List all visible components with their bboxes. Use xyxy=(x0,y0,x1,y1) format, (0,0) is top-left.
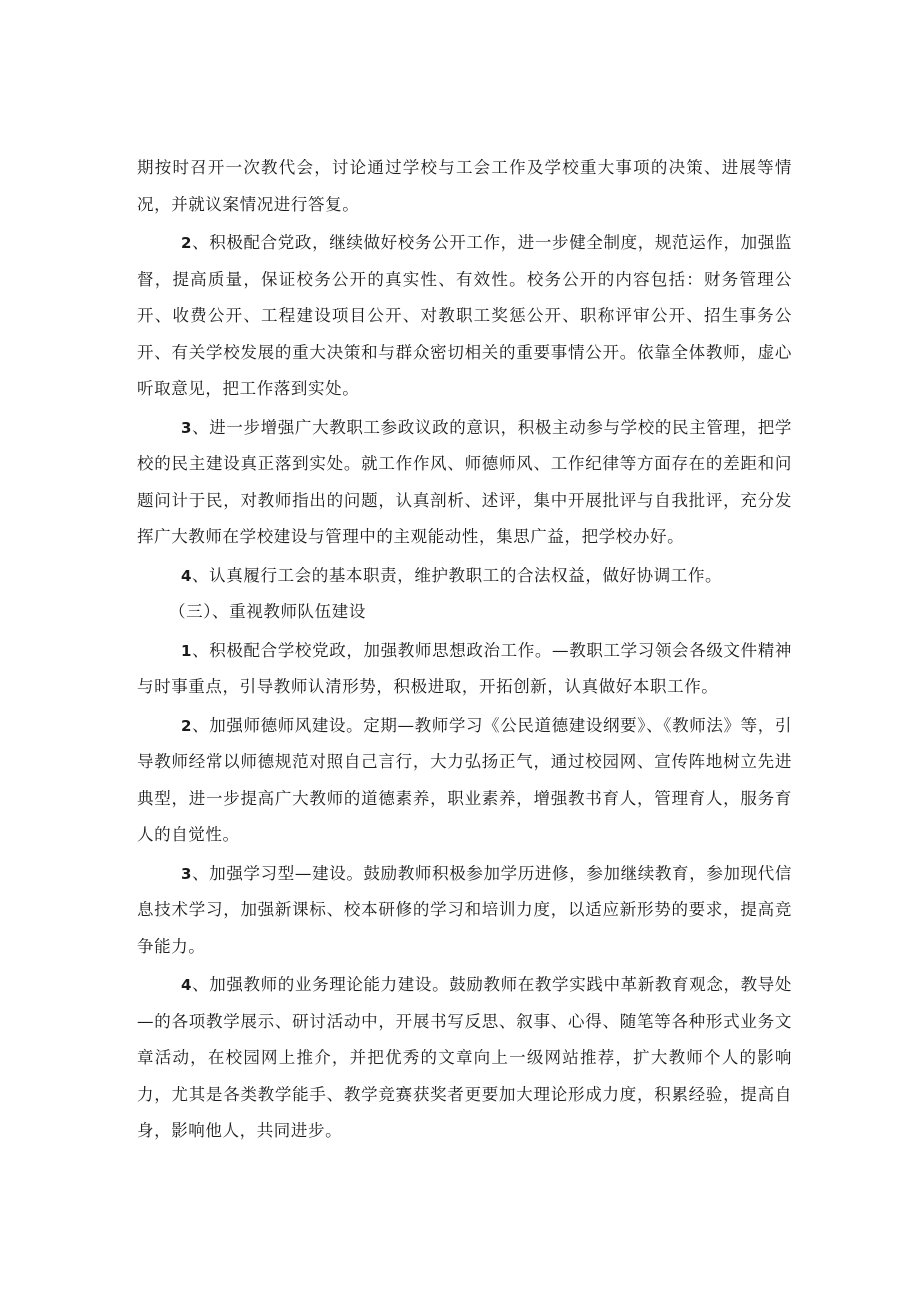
paragraph-text: 、加强教师的业务理论能力建设。鼓励教师在教学实践中革新教育观念，教导处—的各项教学展示、研讨活动中，开展书写反思、叙事、心得、随笔等各种形式业务文章活动，在校园网上推介，并把优秀的文章向上一级网站推荐，扩大教师个人的影响力，尤其是各类教学能手、教学竞赛获奖者更要加大理论形成力度，积累经验，提高自身，影响他人，共同进步。 xyxy=(137,975,792,1140)
paragraph-text: 、积极配合学校党政，加强教师思想政治工作。—教职工学习领会各级文件精神与时事重点，引导教师认清形势，积极进取，开拓创新，认真做好本职工作。 xyxy=(137,640,792,696)
item-number: 2 xyxy=(181,234,193,252)
section-heading: （三）、重视教师队伍建设 xyxy=(169,602,366,621)
paragraph-text: 、加强学习型—建设。鼓励教师积极参加学历进修，参加继续教育，参加现代信息技术学习，加强新课标、校本研修的学习和培训力度，以适应新形势的要求，提高竞争能力。 xyxy=(137,863,792,956)
item-number: 2 xyxy=(181,716,193,735)
paragraph-item-2-transparency xyxy=(137,225,792,408)
item-number: 3 xyxy=(181,418,193,437)
paragraph-text: 、进一步增强广大教职工参政议政的意识，积极主动参与学校的民主管理，把学校的民主建设真正落到实处。就工作作风、师德师风、工作纪律等方面存在的差距和问题问计于民，对教师指出的问题，认真剖析、述评，集中开展批评与自我批评，充分发挥广大教师在学校建设与管理中的主观能动性，集思广益，把学校办好。 xyxy=(137,417,792,546)
paragraph-text: 、积极配合党政，继续做好校务公开工作，进一步健全制度，规范运作，加强监督，提高质量，保证校务公开的真实性、有效性。校务公开的内容包括：财务管理公开、收费公开、工程建设项目公开、对教职工奖惩公开、职称评审公开、招生事务公开、有关学校发展的重大决策和与群众密切相关的重要事情公开。依靠全体教师，虚心听取意见，把工作落到实处。 xyxy=(137,233,792,398)
paragraph-continued xyxy=(137,150,792,223)
document-page xyxy=(137,150,792,1150)
paragraph-item-2-ethics xyxy=(137,708,792,854)
paragraph-item-4-duties xyxy=(137,558,792,595)
paragraph-item-3-learning xyxy=(137,856,792,966)
item-number: 1 xyxy=(181,641,193,660)
paragraph-text: 、认真履行工会的基本职责，维护教职工的合法权益，做好协调工作。 xyxy=(192,565,723,585)
item-number: 3 xyxy=(181,864,193,883)
paragraph-item-1-politics xyxy=(137,633,792,706)
item-number: 4 xyxy=(181,976,193,994)
paragraph-text: 、加强师德师风建设。定期—教师学习《公民道德建设纲要》、《教师法》等，引导教师经常以师德规范对照自己言行，大力弘扬正气，通过校园网、宣传阵地树立先进典型，进一步提高广大教师的道德素养，职业素养，增强教书育人，管理育人，服务育人的自觉性。 xyxy=(137,715,792,844)
item-number: 4 xyxy=(181,566,193,585)
paragraph-item-4-theory xyxy=(137,967,792,1150)
paragraph-item-3-participation xyxy=(137,410,792,556)
paragraph-text: 期按时召开一次教代会，讨论通过学校与工会工作及学校重大事项的决策、进展等情况，并就议案情况进行答复。 xyxy=(137,158,792,214)
